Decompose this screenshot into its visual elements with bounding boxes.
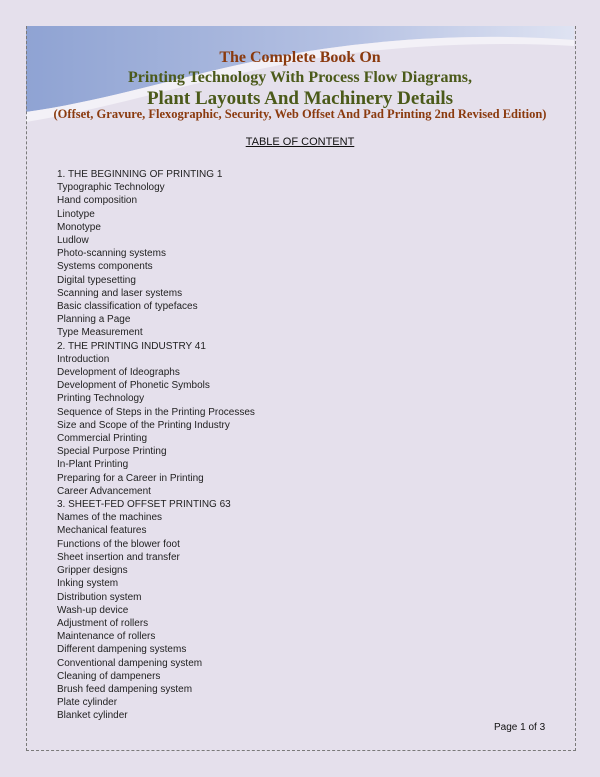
toc-item: Digital typesetting [57, 274, 136, 286]
toc-item: Ludlow [57, 235, 89, 247]
toc-item: Brush feed dampening system [57, 683, 193, 695]
toc-item: Hand composition [57, 195, 138, 207]
toc-item: Names of the machines [57, 512, 163, 524]
toc-item: Photo-scanning systems [57, 248, 166, 260]
toc-item: In-Plant Printing [57, 459, 129, 471]
toc-item: 1. THE BEGINNING OF PRINTING 1 [57, 169, 223, 180]
toc-item: Wash-up device [57, 604, 129, 616]
toc-item: Blanket cylinder [57, 710, 128, 722]
toc-item: Adjustment of rollers [57, 617, 149, 629]
title-line-1: The Complete Book On [219, 49, 381, 66]
toc-item: Scanning and laser systems [57, 287, 183, 299]
toc-item: Sequence of Steps in the Printing Processes [57, 406, 255, 418]
toc-item: 3. SHEET-FED OFFSET PRINTING 63 [57, 499, 231, 511]
toc-item: Monotype [57, 221, 101, 233]
toc-item: Special Purpose Printing [57, 446, 167, 458]
toc-item: Size and Scope of the Printing Industry [57, 419, 230, 431]
toc-item: 2. THE PRINTING INDUSTRY 41 [57, 340, 206, 352]
toc-item: Different dampening systems [57, 644, 187, 656]
toc-item: Basic classification of typefaces [57, 301, 198, 313]
toc-item: Development of Ideographs [57, 367, 180, 379]
toc-item: Plate cylinder [57, 697, 118, 709]
title-line-2: Printing Technology With Process Flow Diagrams, [127, 69, 472, 86]
toc-item: Maintenance of rollers [57, 631, 156, 643]
toc-list [57, 168, 255, 723]
toc-item: Type Measurement [57, 327, 143, 339]
toc-item: Gripper designs [57, 565, 128, 577]
toc-item: Development of Phonetic Symbols [57, 380, 210, 392]
subtitle: (Offset, Gravure, Flexographic, Security, Web Offset And Pad Printing 2nd Revised Edition) [53, 107, 547, 121]
toc-heading: TABLE OF CONTENT [245, 136, 355, 148]
toc-item: Introduction [57, 353, 110, 365]
toc-item: Career Advancement [57, 485, 151, 497]
toc-item: Mechanical features [57, 525, 147, 537]
toc-item: Distribution system [57, 591, 142, 603]
toc-item: Conventional dampening system [57, 657, 203, 669]
toc-item: Functions of the blower foot [57, 538, 180, 550]
toc-item: Typographic Technology [57, 182, 165, 194]
toc-item: Printing Technology [57, 393, 145, 405]
toc-item: Systems components [57, 261, 153, 273]
toc-item: Linotype [57, 208, 95, 220]
toc-item: Commercial Printing [57, 433, 148, 445]
toc-item: Cleaning of dampeners [57, 670, 161, 682]
title-line-3: Plant Layouts And Machinery Details [146, 88, 454, 109]
toc-item: Inking system [57, 578, 119, 590]
toc-item: Preparing for a Career in Printing [57, 472, 204, 484]
toc-item: Sheet insertion and transfer [57, 551, 180, 563]
page-number: Page 1 of 3 [494, 722, 546, 733]
toc-item: Planning a Page [57, 314, 131, 326]
